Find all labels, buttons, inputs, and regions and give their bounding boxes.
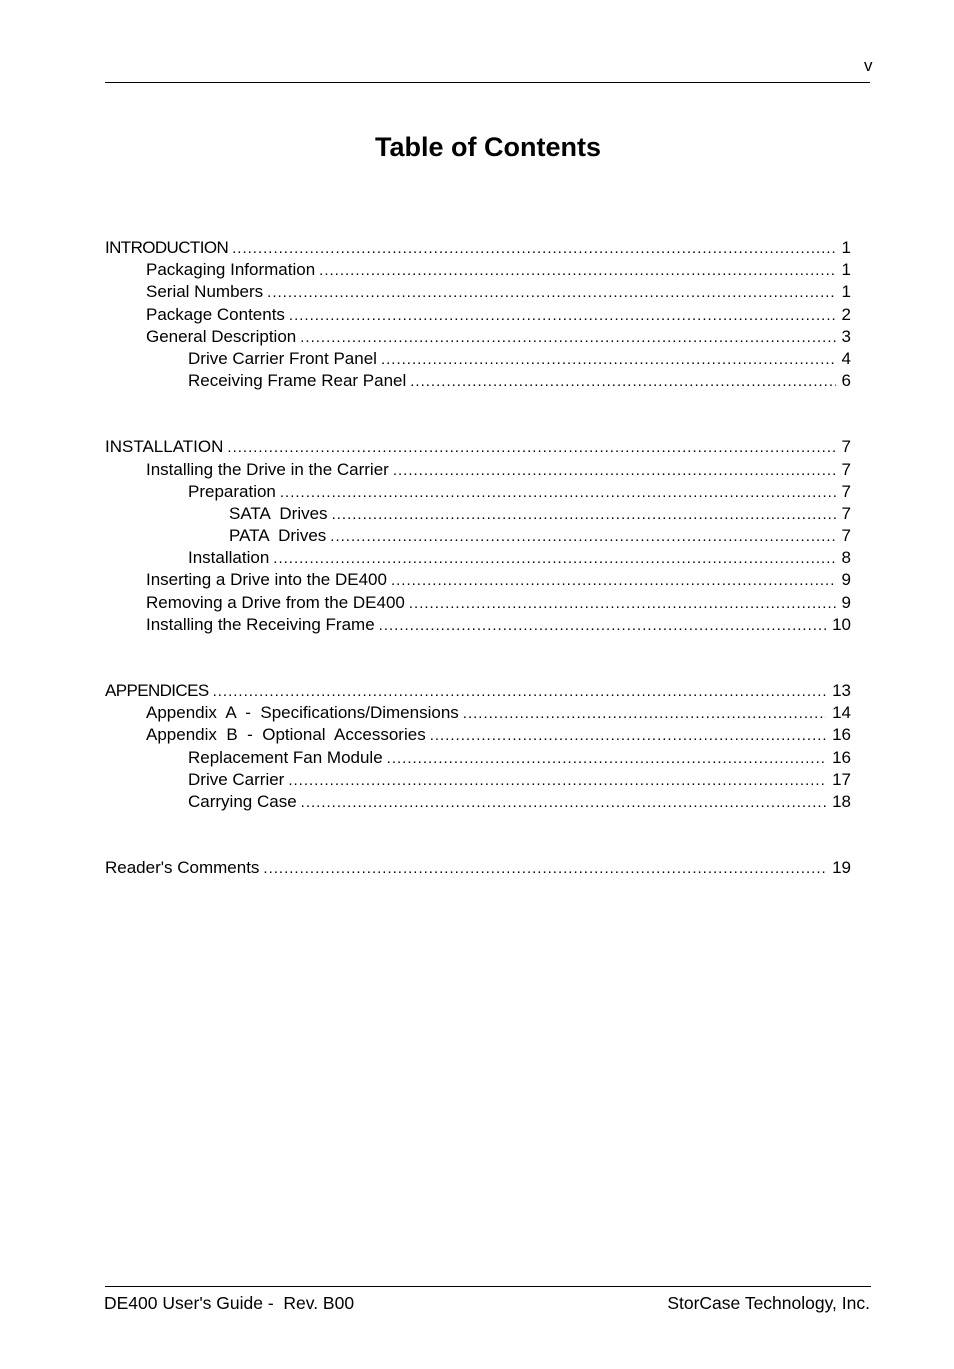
toc-entry-label: Installing the Drive in the Carrier: [146, 459, 389, 479]
toc-entry-label: Removing a Drive from the DE400: [146, 592, 405, 612]
toc-entry-page: 7: [841, 459, 851, 479]
toc-entry-label: Appendix A - Specifications/Dimensions: [146, 703, 459, 723]
toc-entry[interactable]: [105, 592, 851, 614]
toc-entry-label: Serial Numbers: [146, 282, 264, 302]
toc-entry-label: Replacement Fan Module: [188, 747, 383, 767]
toc-leader-dots: [300, 327, 835, 349]
toc-entry-label: Reader's Comments: [105, 858, 260, 878]
toc-leader-dots: [332, 504, 836, 526]
toc-leader-dots: [393, 460, 836, 482]
toc-leader-dots: [227, 437, 835, 459]
toc-entry-page: 1: [841, 260, 851, 280]
toc-entry-page: 18: [832, 791, 851, 811]
toc-entry-page: 1: [841, 238, 851, 257]
toc-entry-label: General Description: [146, 326, 297, 346]
toc-entry-page: 7: [841, 503, 851, 523]
toc-entry-page: 14: [832, 703, 851, 723]
toc-entry-label: SATA Drives: [229, 503, 328, 523]
toc-leader-dots: [391, 570, 836, 592]
toc-leader-dots: [232, 238, 835, 260]
toc-entry[interactable]: [105, 724, 851, 746]
toc-section-readers-comments: [105, 857, 851, 879]
footer-rule: [105, 1286, 871, 1287]
toc-entry-label: Installation: [188, 548, 270, 568]
toc-entry[interactable]: [105, 436, 851, 458]
toc-entry[interactable]: [105, 481, 851, 503]
toc-leader-dots: [330, 526, 835, 548]
toc-entry[interactable]: [105, 348, 851, 370]
toc-section-appendices: [105, 680, 851, 813]
toc-entry-page: 16: [832, 725, 851, 745]
toc-entry[interactable]: [105, 747, 851, 769]
toc-leader-dots: [430, 725, 826, 747]
header-rule: [105, 82, 870, 83]
toc-leader-dots: [381, 349, 836, 371]
toc-section-introduction: [105, 237, 851, 392]
toc-entry-label: Carrying Case: [188, 791, 297, 811]
footer-company-name: StorCase Technology, Inc.: [667, 1293, 870, 1313]
toc-entry-label: APPENDICES: [105, 681, 209, 700]
toc-entry[interactable]: [105, 237, 851, 259]
toc-entry-page: 17: [832, 769, 851, 789]
toc-entry-page: 7: [841, 437, 851, 457]
toc-entry[interactable]: [105, 304, 851, 326]
toc-entry-page: 1: [841, 282, 851, 302]
toc-entry-label: Receiving Frame Rear Panel: [188, 371, 407, 391]
toc-leader-dots: [263, 858, 826, 880]
toc-section-installation: [105, 436, 851, 636]
toc-entry-page: 6: [841, 371, 851, 391]
toc-entry[interactable]: [105, 680, 851, 702]
table-of-contents: [105, 237, 851, 923]
toc-entry-page: 4: [841, 348, 851, 368]
toc-entry-label: INSTALLATION: [105, 437, 224, 457]
toc-entry[interactable]: [105, 547, 851, 569]
toc-entry-page: 9: [841, 570, 851, 590]
toc-entry-label: Package Contents: [146, 304, 285, 324]
toc-entry-page: 7: [841, 526, 851, 546]
toc-leader-dots: [213, 681, 826, 703]
toc-leader-dots: [267, 282, 835, 304]
toc-leader-dots: [463, 703, 826, 725]
toc-entry-page: 16: [832, 747, 851, 767]
toc-entry-label: INTRODUCTION: [105, 238, 229, 257]
toc-leader-dots: [289, 305, 836, 327]
toc-entry-page: 13: [832, 681, 851, 700]
toc-entry[interactable]: [105, 702, 851, 724]
toc-entry-label: Inserting a Drive into the DE400: [146, 570, 387, 590]
toc-entry[interactable]: [105, 503, 851, 525]
toc-leader-dots: [319, 260, 835, 282]
toc-entry-page: 2: [841, 304, 851, 324]
toc-entry-label: Drive Carrier Front Panel: [188, 348, 377, 368]
toc-entry-label: PATA Drives: [229, 526, 327, 546]
toc-entry[interactable]: [105, 569, 851, 591]
footer-document-title: DE400 User's Guide - Rev. B00: [104, 1293, 355, 1313]
toc-entry-label: Preparation: [188, 481, 276, 501]
toc-entry-page: 7: [841, 481, 851, 501]
toc-leader-dots: [280, 482, 836, 504]
toc-entry-label: Appendix B - Optional Accessories: [146, 725, 426, 745]
toc-entry-label: Installing the Receiving Frame: [146, 614, 375, 634]
toc-entry[interactable]: [105, 281, 851, 303]
toc-leader-dots: [409, 593, 836, 615]
page-number: v: [864, 56, 873, 75]
toc-entry[interactable]: [105, 857, 851, 879]
toc-entry[interactable]: [105, 769, 851, 791]
toc-entry[interactable]: [105, 791, 851, 813]
toc-entry-label: Packaging Information: [146, 260, 316, 280]
toc-entry[interactable]: [105, 370, 851, 392]
toc-entry[interactable]: [105, 326, 851, 348]
toc-leader-dots: [379, 615, 826, 637]
toc-leader-dots: [387, 748, 826, 770]
toc-entry-page: 8: [841, 548, 851, 568]
toc-entry-page: 19: [832, 858, 851, 878]
toc-leader-dots: [273, 548, 835, 570]
toc-entry[interactable]: [105, 459, 851, 481]
toc-entry-label: Drive Carrier: [188, 769, 285, 789]
toc-leader-dots: [301, 792, 826, 814]
toc-leader-dots: [288, 770, 826, 792]
toc-entry[interactable]: [105, 614, 851, 636]
toc-leader-dots: [410, 371, 835, 393]
toc-entry[interactable]: [105, 525, 851, 547]
page-title: Table of Contents: [375, 132, 601, 162]
toc-entry-page: 9: [841, 592, 851, 612]
toc-entry-page: 10: [832, 614, 851, 634]
toc-entry-page: 3: [841, 326, 851, 346]
toc-entry[interactable]: [105, 259, 851, 281]
